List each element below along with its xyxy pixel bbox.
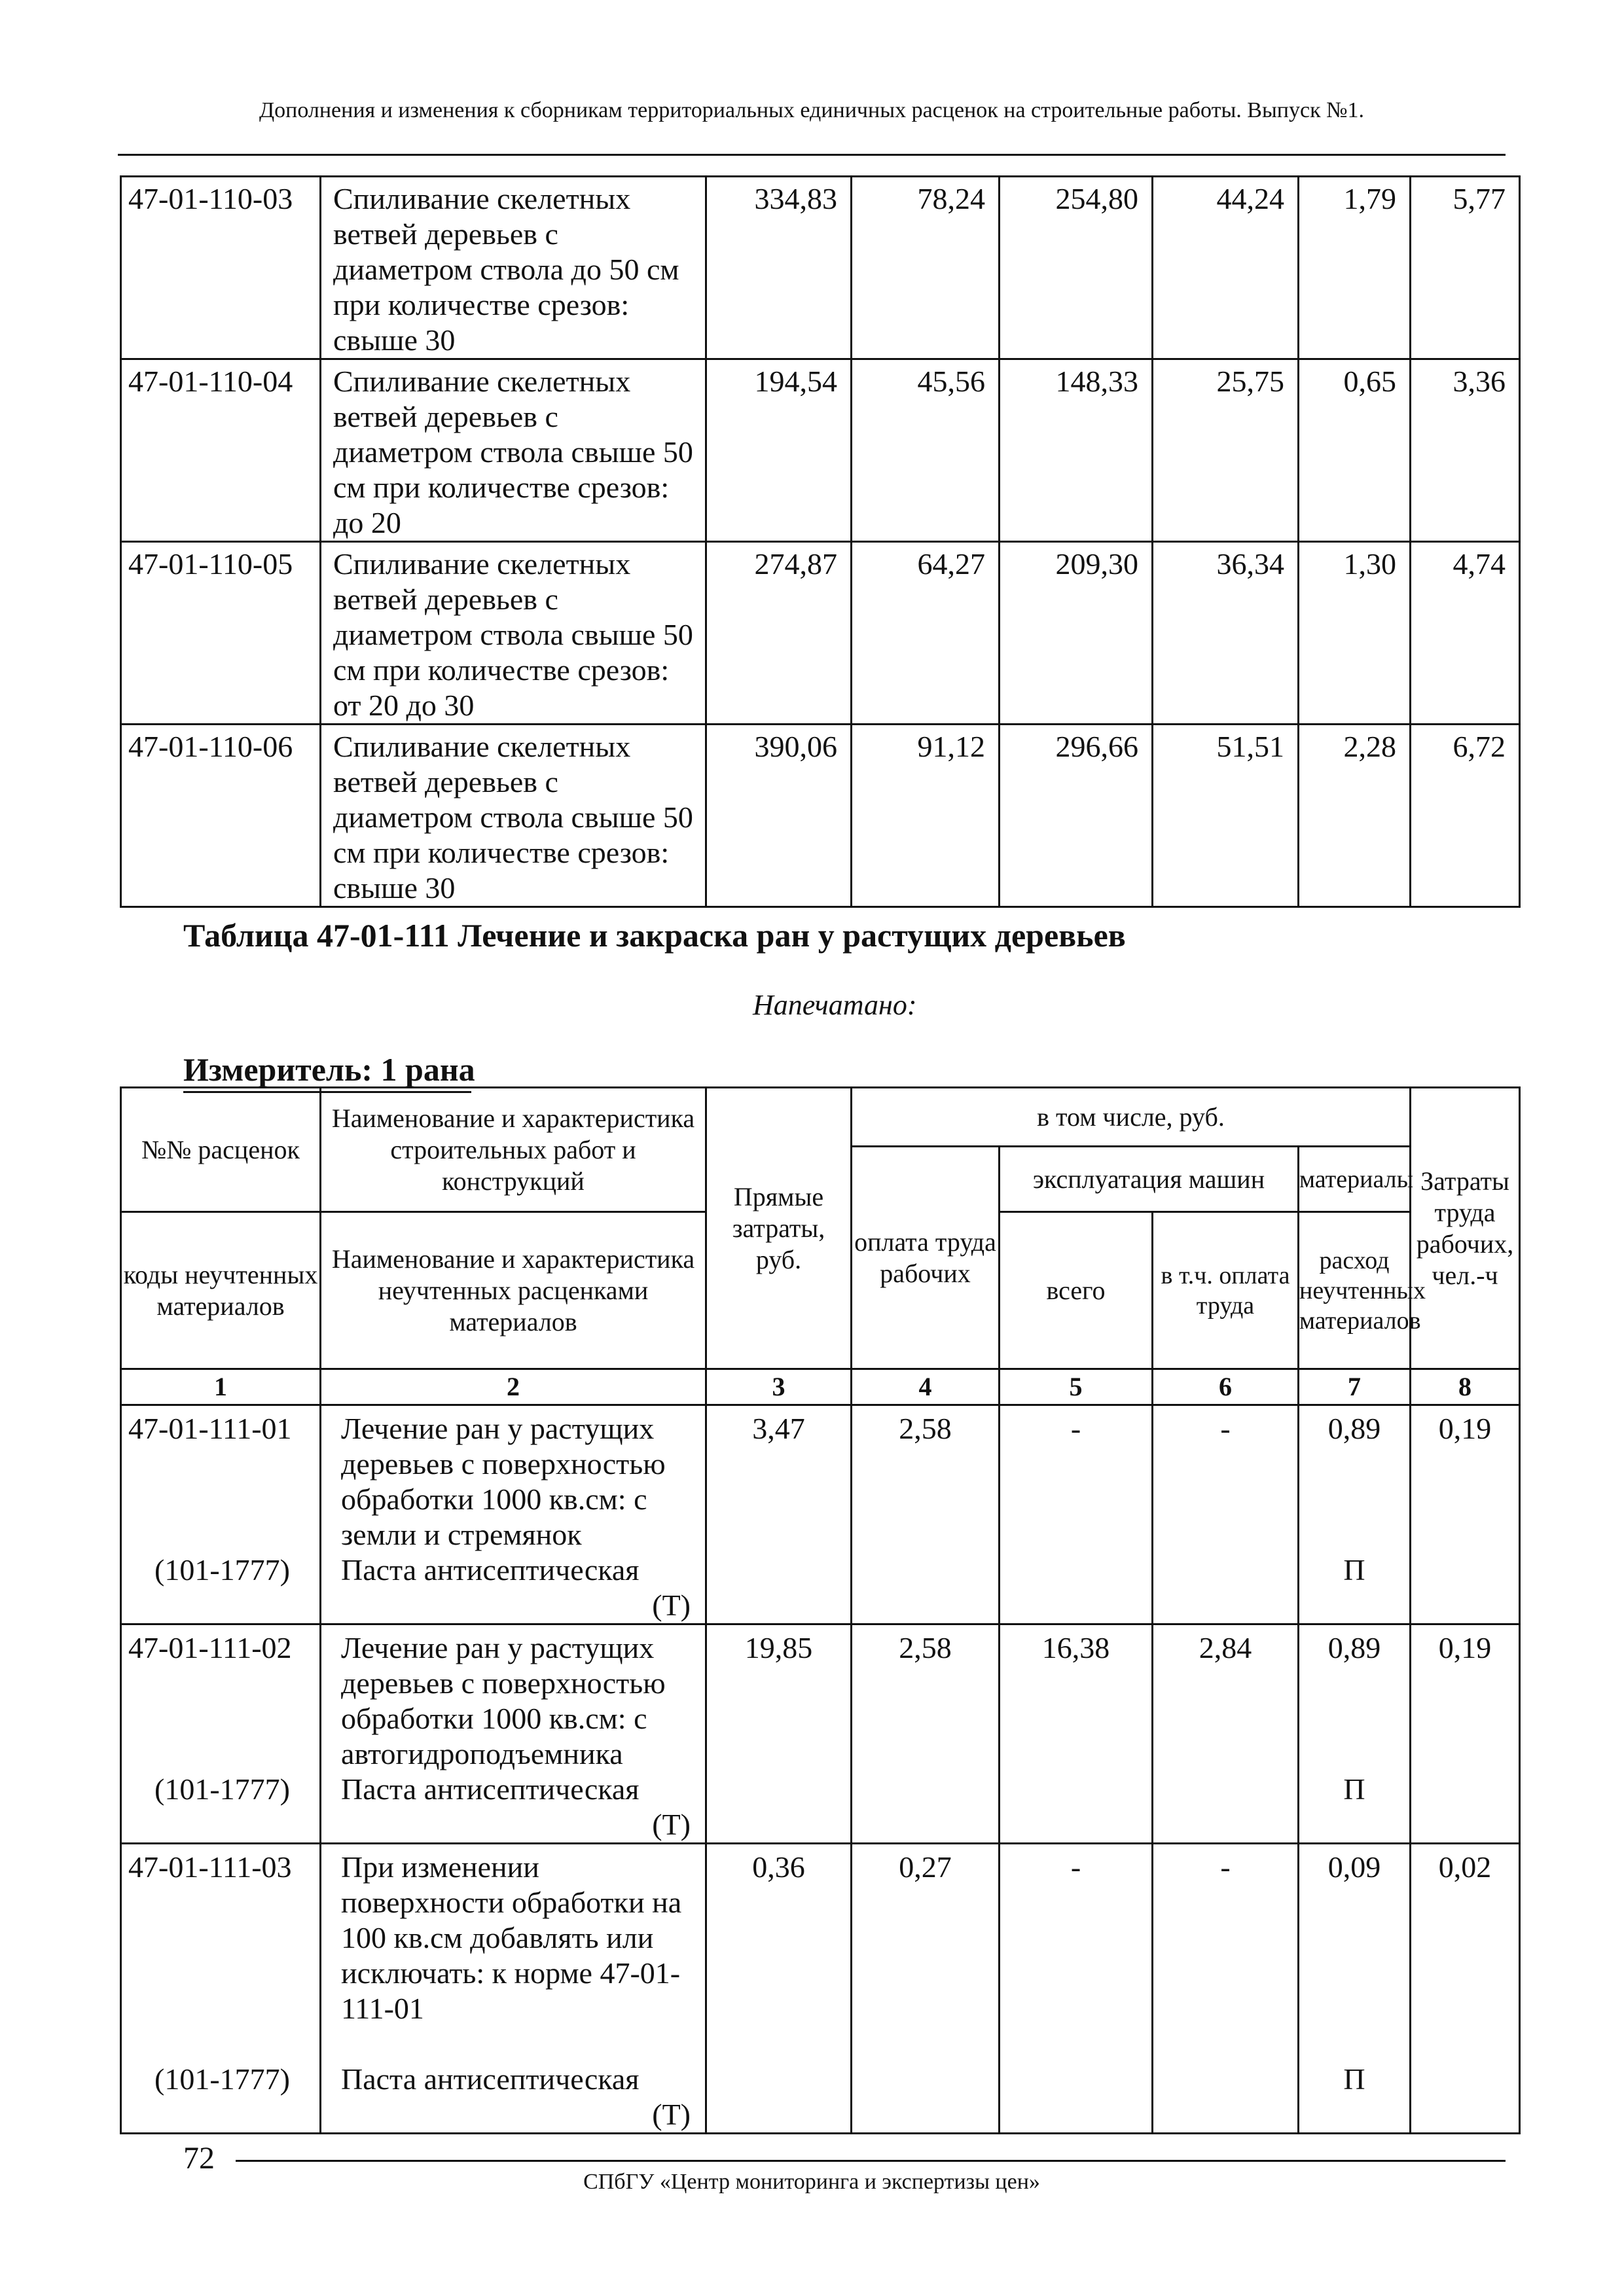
column-number: 3 [706, 1369, 852, 1405]
table-row [121, 1624, 1520, 1844]
machine-total: 296,66 [1000, 725, 1153, 907]
table-row [121, 359, 1520, 542]
table-row [121, 1405, 1520, 1624]
labor-hours: 4,74 [1411, 542, 1520, 725]
machine-labor: 2,84 [1153, 1624, 1299, 1844]
materials: 2,28 [1299, 725, 1411, 907]
column-number: 7 [1299, 1369, 1411, 1405]
materials-cell [1299, 1844, 1411, 2134]
direct-costs: 194,54 [706, 359, 852, 542]
work-name-cell [321, 1844, 706, 2134]
rate-code-cell [121, 1844, 321, 2134]
unit-label: Измеритель: 1 рана [183, 1051, 475, 1088]
rate-code: 47-01-111-01 [128, 1412, 292, 1445]
work-name: Спиливание скелетных ветвей деревьев с диаметром ствола свыше 50 см при количестве срезов: до 20 [321, 359, 706, 542]
page-header: Дополнения и изменения к сборникам территориальных единичных расценок на строительные работы. Выпуск №1. [259, 98, 1365, 122]
rate-code: 47-01-110-04 [121, 359, 321, 542]
machine-total: 209,30 [1000, 542, 1153, 725]
labor-pay: 0,27 [852, 1844, 1000, 2134]
materials: 0,89 [1327, 1631, 1381, 1664]
material-name: Паста антисептическая [341, 1553, 640, 1587]
machine-labor: 25,75 [1153, 359, 1299, 542]
work-name: При изменении поверхности обработки на 100 кв.см добавлять или исключать: к норме 47-01-111-01 [341, 1850, 682, 2025]
labor-hours: 0,19 [1411, 1624, 1520, 1844]
column-number: 6 [1153, 1369, 1299, 1405]
labor-pay: 2,58 [852, 1405, 1000, 1624]
rate-code-cell [121, 1405, 321, 1624]
machine-labor: - [1153, 1844, 1299, 2134]
machine-labor: - [1153, 1405, 1299, 1624]
work-name-cell [321, 1405, 706, 1624]
header-machine-operation: эксплуатация машин [1000, 1147, 1299, 1212]
machine-labor: 36,34 [1153, 542, 1299, 725]
header-material-name: Наименование и характеристика неучтенных расценками материалов [321, 1212, 706, 1369]
direct-costs: 0,36 [706, 1844, 852, 2134]
header-machine-total: всего [1000, 1212, 1153, 1369]
materials: 1,30 [1299, 542, 1411, 725]
materials: 0,89 [1327, 1412, 1381, 1445]
labor-pay: 91,12 [852, 725, 1000, 907]
machine-labor: 51,51 [1153, 725, 1299, 907]
machine-total: - [1000, 1405, 1153, 1624]
rate-code: 47-01-111-03 [128, 1850, 292, 1884]
material-mark: (Т) [652, 2098, 691, 2131]
materials-cell [1299, 1624, 1411, 1844]
table-row [121, 177, 1520, 359]
material-value: П [1343, 1553, 1365, 1587]
direct-costs: 334,83 [706, 177, 852, 359]
machine-total: 148,33 [1000, 359, 1153, 542]
material-code: (101-1777) [154, 1553, 290, 1587]
direct-costs: 19,85 [706, 1624, 852, 1844]
header-material-codes: коды неучтенных материалов [121, 1212, 321, 1369]
work-name: Лечение ран у растущих деревьев с поверхностью обработки 1000 кв.см: с земли и стремянок [341, 1412, 666, 1551]
labor-hours: 3,36 [1411, 359, 1520, 542]
printed-label: Напечатано: [753, 989, 917, 1021]
material-code: (101-1777) [154, 1772, 290, 1806]
machine-total: 16,38 [1000, 1624, 1153, 1844]
column-number: 5 [1000, 1369, 1153, 1405]
direct-costs: 3,47 [706, 1405, 852, 1624]
material-mark: (Т) [652, 1808, 691, 1841]
page-number: 72 [183, 2141, 215, 2176]
machine-labor: 44,24 [1153, 177, 1299, 359]
materials: 0,09 [1327, 1850, 1381, 1884]
footer-rule [236, 2160, 1506, 2162]
materials: 1,79 [1299, 177, 1411, 359]
work-name: Лечение ран у растущих деревьев с поверхностью обработки 1000 кв.см: с автогидроподъемника [341, 1631, 666, 1770]
material-value: П [1343, 1772, 1365, 1806]
header-materials: материалы [1299, 1147, 1411, 1212]
labor-pay: 64,27 [852, 542, 1000, 725]
table-row [121, 1844, 1520, 2134]
machine-total: 254,80 [1000, 177, 1153, 359]
rate-code: 47-01-110-06 [121, 725, 321, 907]
rate-code: 47-01-111-02 [128, 1631, 292, 1664]
table-row [121, 542, 1520, 725]
continuation-table [120, 175, 1521, 908]
header-codes: №№ расценок [121, 1088, 321, 1212]
column-number: 8 [1411, 1369, 1520, 1405]
footer-text: СПбГУ «Центр мониторинга и экспертизы цен» [583, 2170, 1040, 2194]
header-direct-costs: Прямые затраты, руб. [706, 1088, 852, 1369]
header-labor-hours: Затраты труда рабочих, чел.-ч [1411, 1088, 1520, 1369]
labor-pay: 45,56 [852, 359, 1000, 542]
header-rule [118, 154, 1506, 156]
labor-hours: 5,77 [1411, 177, 1520, 359]
labor-hours: 6,72 [1411, 725, 1520, 907]
machine-total: - [1000, 1844, 1153, 2134]
column-number: 2 [321, 1369, 706, 1405]
rate-code: 47-01-110-03 [121, 177, 321, 359]
column-number: 4 [852, 1369, 1000, 1405]
rate-code-cell [121, 1624, 321, 1844]
work-name: Спиливание скелетных ветвей деревьев с диаметром ствола до 50 см при количестве срезов: свыше 30 [321, 177, 706, 359]
material-value: П [1343, 2062, 1365, 2096]
row-spacer [341, 2026, 701, 2062]
header-work-name: Наименование и характеристика строительных работ и конструкций [321, 1088, 706, 1212]
labor-hours: 0,19 [1411, 1405, 1520, 1624]
labor-hours: 0,02 [1411, 1844, 1520, 2134]
labor-pay: 78,24 [852, 177, 1000, 359]
direct-costs: 274,87 [706, 542, 852, 725]
labor-pay: 2,58 [852, 1624, 1000, 1844]
header-unaccounted-materials: расход неучтенных материалов [1299, 1212, 1411, 1369]
header-including: в том числе, руб. [852, 1088, 1411, 1147]
materials-cell [1299, 1405, 1411, 1624]
material-name: Паста антисептическая [341, 2062, 640, 2096]
material-name: Паста антисептическая [341, 1772, 640, 1806]
rates-table [120, 1086, 1521, 2134]
header-machine-labor: в т.ч. оплата труда [1153, 1212, 1299, 1369]
table-row [121, 725, 1520, 907]
work-name: Спиливание скелетных ветвей деревьев с диаметром ствола свыше 50 см при количестве срезов: свыше 30 [321, 725, 706, 907]
column-number: 1 [121, 1369, 321, 1405]
rate-code: 47-01-110-05 [121, 542, 321, 725]
work-name: Спиливание скелетных ветвей деревьев с диаметром ствола свыше 50 см при количестве срезов: от 20 до 30 [321, 542, 706, 725]
material-code: (101-1777) [154, 2062, 290, 2096]
table-title: Таблица 47-01-111 Лечение и закраска ран у растущих деревьев [183, 917, 1126, 954]
material-mark: (Т) [652, 1588, 691, 1622]
direct-costs: 390,06 [706, 725, 852, 907]
work-name-cell [321, 1624, 706, 1844]
materials: 0,65 [1299, 359, 1411, 542]
header-labor-pay: оплата труда рабочих [852, 1147, 1000, 1369]
